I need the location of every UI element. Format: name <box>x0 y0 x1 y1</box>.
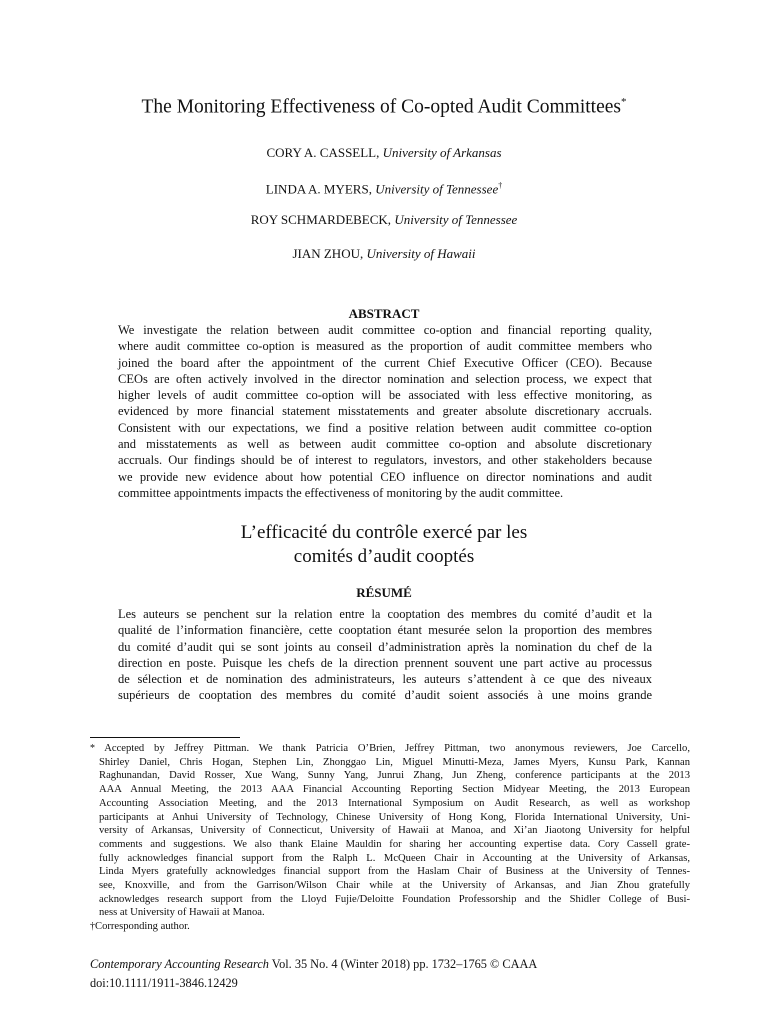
journal-name: Contemporary Accounting Research <box>90 957 269 971</box>
author-name: LINDA A. MYERS, <box>265 181 372 197</box>
resume-line: Les auteurs se penchent sur la relation entre la cooptation des membres du comité d’audit et la <box>118 607 652 621</box>
abstract-line: We investigate the relation between audit committee co-option and financial reporting quality, <box>118 323 652 337</box>
footnote-corresponding <box>90 920 690 934</box>
abstract-line: we provide new evidence about how potential CEO influence on director nominations and audit <box>118 469 652 484</box>
author-affiliation: University of Tennessee <box>375 181 499 197</box>
abstract-line: and misstatements as well as between audit committee co-option and absolute discretionary <box>118 437 652 452</box>
author-affiliation: University of Hawaii <box>366 246 476 261</box>
footnote-line-text: Corresponding author. <box>95 921 190 933</box>
abstract-line: where audit committee co-option is measured as the proportion of audit committee members who <box>118 339 652 354</box>
footnote-line: acknowledges research support from the Lloyd Fujie/Deloitte Foundation Professorship and the Shidler College of Busi- <box>99 893 690 905</box>
footnote-mark: * <box>90 743 95 754</box>
footnote-line: Raghunandan, David Rosser, Xue Wang, Sunny Yang, Junrui Zhang, Jun Zheng, conference participants at the 2013 <box>99 770 690 782</box>
author-3 <box>0 212 768 228</box>
footnote-line: Accounting Association Meeting, and the 2013 International Symposium on Audit Research, as well as workshop <box>99 797 690 809</box>
title-footnote-mark: * <box>620 96 627 108</box>
footnote-line: Shirley Daniel, Chris Hogan, Stephen Lin, Zhonggao Lin, Miguel Minutti-Meza, James Myers, Kunsu Park, Kannan <box>99 756 690 768</box>
journal-doi[interactable]: doi:10.1111/1911-3846.12429 <box>90 976 238 990</box>
abstract-line: committee appointments impacts the effectiveness of monitoring by the audit committee. <box>118 485 564 500</box>
french-title-line: L’efficacité du contrôle exercé par les <box>240 522 528 543</box>
resume-line: qualité de l’information financière, cette cooptation étant mesurée selon la proportion des membres <box>118 623 652 638</box>
footnote-line <box>90 742 690 756</box>
footnote-acknowledgements <box>90 742 690 934</box>
footnote-divider <box>90 737 240 738</box>
abstract-body <box>118 322 652 501</box>
abstract-line: higher levels of audit committee co-option will be associated with less effective monitoring, as <box>118 388 652 403</box>
resume-body <box>118 606 652 704</box>
abstract-line: evidenced by more financial statement misstatements and greater absolute discretionary accruals. <box>118 404 652 419</box>
author-1 <box>0 145 768 161</box>
abstract-line: joined the board after the appointment of the current Chief Executive Officer (CEO). Because <box>118 355 652 370</box>
author-4 <box>0 246 768 262</box>
resume-line: direction en poste. Puisque les chefs de la direction prennent souvent une part active au processus <box>118 655 652 670</box>
resume-line: supérieurs de cooptation des membres du comité d’audit soient associés à une moins grande <box>118 688 652 703</box>
abstract-line: accruals. Our findings should be of interest to regulators, investors, and other stakeholders because <box>118 453 652 468</box>
journal-volume: Vol. 35 No. 4 (Winter 2018) pp. 1732–1765 © CAAA <box>268 957 538 971</box>
footnote-line: ness at University of Hawaii at Manoa. <box>99 907 265 919</box>
footnote-line: AAA Annual Meeting, the 2013 AAA Financial Accounting Reporting Section Midyear Meeting, the 2013 European <box>99 784 690 796</box>
paper-title-text: The Monitoring Effectiveness of Co-opted Audit Committees <box>141 96 621 118</box>
abstract-heading: ABSTRACT <box>348 306 420 321</box>
footnote-line: participants at Anhui University of Technology, Chinese University of Hong Kong, Florida International University, Uni- <box>99 811 690 823</box>
abstract-line: Consistent with our expectations, we find a positive relation between audit committee co-option <box>118 420 652 435</box>
footnote-line: comments and suggestions. We also thank Elaine Mauldin for sharing her accounting expertise data. Cory Cassell grate- <box>99 838 690 850</box>
footnote-line: versity of Arkansas, University of Connecticut, University of Hawaii at Manoa, and Xi’an Jiaotong University for helpful <box>99 825 690 837</box>
author-affiliation: University of Arkansas <box>382 145 502 160</box>
author-name: JIAN ZHOU, <box>292 246 364 261</box>
journal-citation <box>90 955 690 993</box>
footnote-mark: † <box>90 921 95 933</box>
author-footnote-mark: † <box>498 181 503 190</box>
footnote-line: Linda Myers gratefully acknowledges financial support from the Haslam Chair of Business at the University of Tennes- <box>99 866 690 878</box>
footnote-line: see, Knoxville, and from the Garrison/Wilson Chair while at the University of Arkansas, and Jian Zhou gratefully <box>99 880 690 892</box>
french-title-line: comités d’audit cooptés <box>293 546 475 567</box>
resume-line: de sélection et de nomination des administrateurs, les auteurs s’attendent à ce que des niveaux <box>118 672 652 687</box>
resume-line: du comité d’audit qui se sont joints au conseil d’administration après la nomination du chef de la <box>118 639 652 654</box>
author-name: ROY SCHMARDEBECK, <box>250 212 392 227</box>
footnote-line: fully acknowledges financial support from the Ralph L. McQueen Chair in Accounting at the University of Arkansas, <box>99 852 690 864</box>
french-title <box>0 521 768 569</box>
author-affiliation: University of Tennessee <box>394 212 518 227</box>
paper-title <box>0 90 768 120</box>
author-2 <box>0 178 768 197</box>
resume-heading: RÉSUMÉ <box>356 585 412 600</box>
abstract-line: CEOs are often actively involved in the director nomination and selection process, we expect that <box>118 371 652 386</box>
journal-line <box>90 955 690 974</box>
author-name: CORY A. CASSELL, <box>266 145 380 160</box>
footnote-line-text: Accepted by Jeffrey Pittman. We thank Patricia O’Brien, Jeffrey Pittman, two anonymous reviewers, Joe Carcello, <box>104 743 690 754</box>
